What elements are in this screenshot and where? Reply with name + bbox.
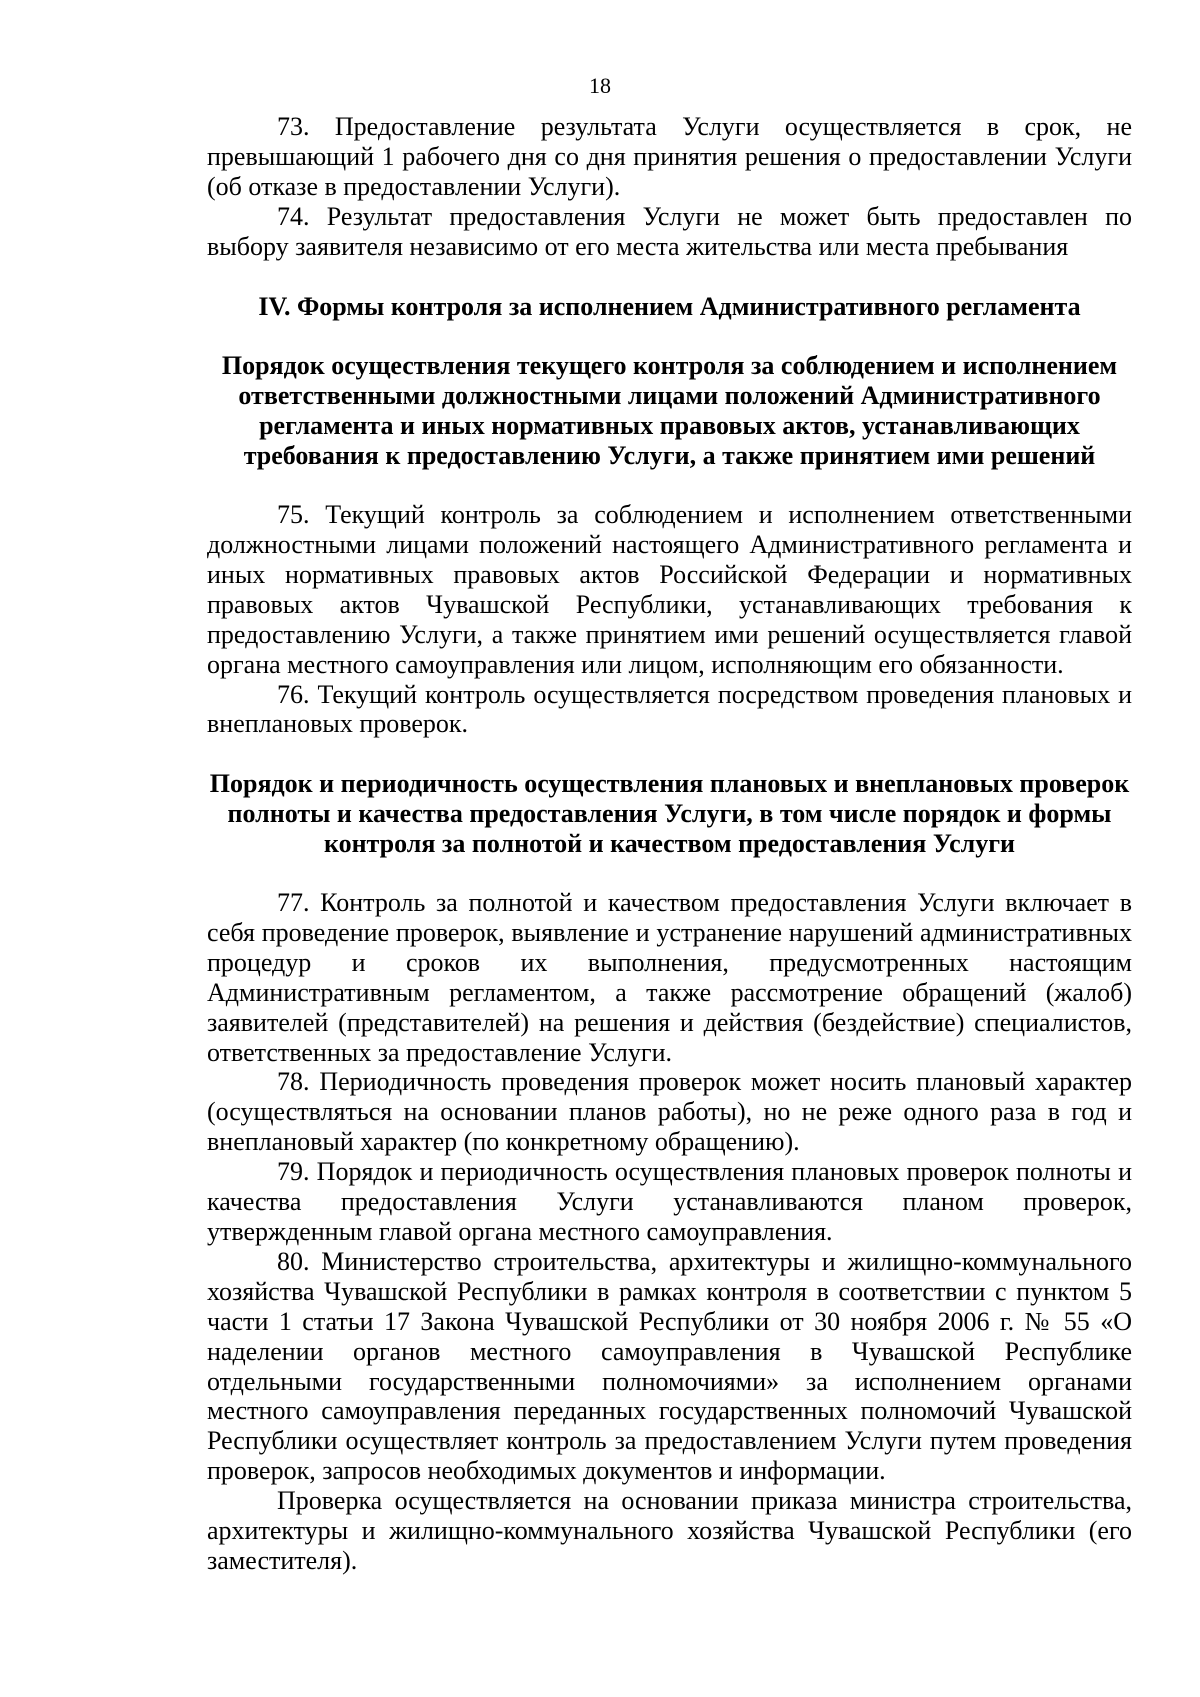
section-title: IV. Формы контроля за исполнением Административного регламента — [258, 291, 1081, 321]
page-number: 18 — [589, 73, 611, 98]
paragraph-inspection-basis: Проверка осуществляется на основании приказа министра строительства, архитектуры и жилищно-коммунального хозяйства Чувашской Республики (его заместителя). — [207, 1486, 1132, 1575]
paragraph-77: 77. Контроль за полнотой и качеством предоставления Услуги включает в себя проведение проверок, выявление и устранение нарушений административных процедур и сроков их выполнения, предусмотренных настоящим Административным регламентом, а также рассмотрение обращений (жалоб) заявителей (представителей) на решения и действия (бездействие) специалистов, ответственных за предоставление Услуги. — [207, 888, 1132, 1067]
subheading-current-control: Порядок осуществления текущего контроля за соблюдением и исполнением ответственными должностными лицами положений Административного регламента и иных нормативных правовых актов, устанавливающих требования к предоставлению Услуги, а также принятием ими решений — [221, 351, 1118, 471]
paragraph-73: 73. Предоставление результата Услуги осуществляется в срок, не превышающий 1 рабочего дня со дня принятия решения о предоставлении Услуги (об отказе в предоставлении Услуги). — [207, 112, 1132, 201]
document-body — [207, 112, 1132, 1576]
paragraph-79: 79. Порядок и периодичность осуществления плановых проверок полноты и качества предоставления Услуги устанавливаются планом проверок, утвержденным главой органа местного самоуправления. — [207, 1157, 1132, 1246]
paragraph-78: 78. Периодичность проведения проверок может носить плановый характер (осуществляться на основании планов работы), но не реже одного раза в год и внеплановый характер (по конкретному обращению). — [207, 1067, 1132, 1157]
paragraph-75: 75. Текущий контроль за соблюдением и исполнением ответственными должностными лицами положений настоящего Административного регламента и иных нормативных правовых актов Российской Федерации и нормативных правовых актов Чувашской Республики, устанавливающих требования к предоставлению Услуги, а также принятием ими решений осуществляется главой органа местного самоуправления или лицом, исполняющим его обязанности. — [207, 500, 1132, 679]
paragraph-80: 80. Министерство строительства, архитектуры и жилищно-коммунального хозяйства Чувашской Республики в рамках контроля в соответствии с пунктом 5 части 1 статьи 17 Закона Чувашской Республики от 30 ноября 2006 г. № 55 «О наделении органов местного самоуправления в Чувашской Республике отдельными государственными полномочиями» за исполнением органами местного самоуправления переданных государственных полномочий Чувашской Республики осуществляет контроль за предоставлением Услуги путем проведения проверок, запросов необходимых документов и информации. — [207, 1246, 1132, 1486]
subheading-inspections: Порядок и периодичность осуществления плановых и внеплановых проверок полноты и качества предоставления Услуги, в том числе порядок и формы контроля за полнотой и качеством предоставления Услуги — [209, 769, 1130, 859]
paragraph-74: 74. Результат предоставления Услуги не может быть предоставлен по выбору заявителя независимо от его места жительства или места пребывания — [207, 201, 1132, 261]
paragraph-76: 76. Текущий контроль осуществляется посредством проведения плановых и внеплановых проверок. — [207, 679, 1132, 739]
